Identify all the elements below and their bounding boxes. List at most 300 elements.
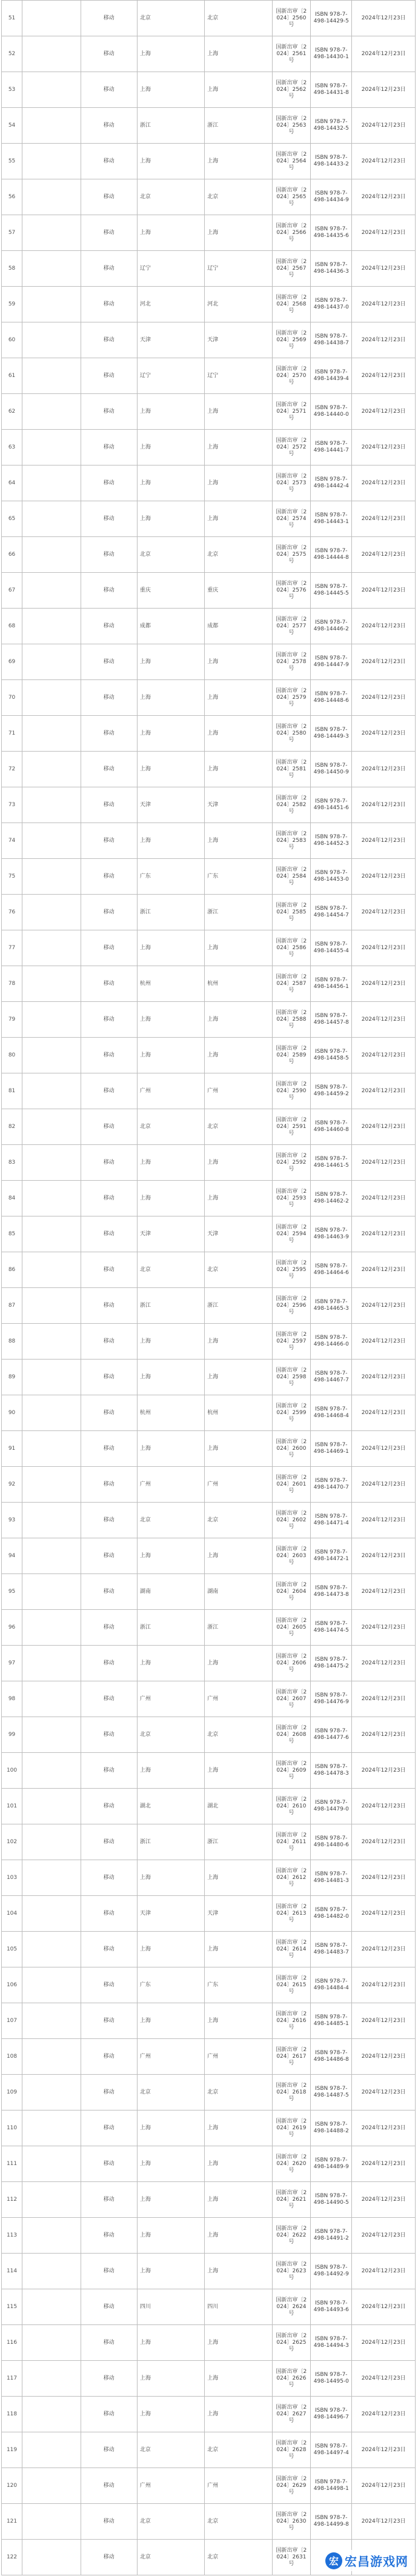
cell-approval-number: 国新出审〔2024〕2586号 bbox=[272, 930, 311, 966]
cell-game-type: 移动 bbox=[81, 2289, 137, 2325]
cell-approval-date: 2024年12月23日 bbox=[352, 1967, 416, 2003]
table-row bbox=[2, 1753, 416, 1789]
cell-isbn: ISBN 978-7-498-14473-8 bbox=[311, 1574, 352, 1610]
cell-game-name bbox=[22, 2325, 81, 2361]
cell-operator: 辽宁 bbox=[205, 358, 272, 394]
cell-game-type: 移动 bbox=[81, 72, 137, 108]
cell-operator: 重庆 bbox=[205, 573, 272, 609]
table-row bbox=[2, 2039, 416, 2075]
cell-row-number: 74 bbox=[2, 823, 22, 859]
cell-approval-date: 2024年12月23日 bbox=[352, 322, 416, 358]
cell-isbn: ISBN 978-7-498-14472-1 bbox=[311, 1538, 352, 1574]
cell-approval-number: 国新出审〔2024〕2601号 bbox=[272, 1467, 311, 1503]
cell-game-name bbox=[22, 2003, 81, 2039]
table-row bbox=[2, 501, 416, 537]
cell-approval-number: 国新出审〔2024〕2571号 bbox=[272, 394, 311, 430]
cell-game-name bbox=[22, 895, 81, 930]
cell-game-name bbox=[22, 1431, 81, 1467]
cell-approval-number: 国新出审〔2024〕2631号 bbox=[272, 2540, 311, 2575]
cell-operator: 辽宁 bbox=[205, 251, 272, 287]
cell-isbn: ISBN 978-7-498-14454-7 bbox=[311, 895, 352, 930]
cell-approval-number: 国新出审〔2024〕2597号 bbox=[272, 1324, 311, 1360]
cell-isbn: ISBN 978-7-498-14448-6 bbox=[311, 680, 352, 716]
cell-isbn: ISBN 978-7-498-14463-9 bbox=[311, 1216, 352, 1252]
cell-game-type: 移动 bbox=[81, 930, 137, 966]
cell-game-name bbox=[22, 787, 81, 823]
cell-game-type: 移动 bbox=[81, 2039, 137, 2075]
cell-game-type: 移动 bbox=[81, 823, 137, 859]
table-row bbox=[2, 1038, 416, 1073]
cell-isbn: ISBN 978-7-498-14478-3 bbox=[311, 1753, 352, 1789]
cell-operator: 成都 bbox=[205, 609, 272, 644]
table-row bbox=[2, 2325, 416, 2361]
cell-approval-date: 2024年12月23日 bbox=[352, 2039, 416, 2075]
cell-isbn: ISBN 978-7-498-14496-7 bbox=[311, 2397, 352, 2432]
cell-operator: 北京 bbox=[205, 1252, 272, 1288]
cell-operator: 北京 bbox=[205, 2540, 272, 2575]
cell-approval-date: 2024年12月23日 bbox=[352, 966, 416, 1002]
cell-publisher: 上海 bbox=[137, 823, 204, 859]
cell-operator: 上海 bbox=[205, 2218, 272, 2254]
table-row bbox=[2, 2146, 416, 2182]
table-row bbox=[2, 2182, 416, 2218]
cell-game-name bbox=[22, 1574, 81, 1610]
cell-game-name bbox=[22, 823, 81, 859]
cell-row-number: 103 bbox=[2, 1860, 22, 1896]
cell-game-type: 移动 bbox=[81, 1431, 137, 1467]
cell-game-type: 移动 bbox=[81, 1860, 137, 1896]
cell-row-number: 58 bbox=[2, 251, 22, 287]
cell-publisher: 上海 bbox=[137, 2218, 204, 2254]
cell-row-number: 56 bbox=[2, 179, 22, 215]
cell-game-name bbox=[22, 108, 81, 144]
cell-operator: 广州 bbox=[205, 2468, 272, 2504]
table-row bbox=[2, 322, 416, 358]
cell-approval-date: 2024年12月23日 bbox=[352, 36, 416, 72]
cell-approval-number: 国新出审〔2024〕2584号 bbox=[272, 859, 311, 895]
cell-approval-date: 2024年12月23日 bbox=[352, 1467, 416, 1503]
cell-game-type: 移动 bbox=[81, 644, 137, 680]
cell-approval-number: 国新出审〔2024〕2560号 bbox=[272, 1, 311, 36]
cell-row-number: 107 bbox=[2, 2003, 22, 2039]
cell-publisher: 上海 bbox=[137, 716, 204, 752]
cell-operator: 北京 bbox=[205, 179, 272, 215]
cell-game-type: 移动 bbox=[81, 2361, 137, 2397]
cell-game-type: 移动 bbox=[81, 1145, 137, 1181]
cell-game-type: 移动 bbox=[81, 2075, 137, 2111]
table-row bbox=[2, 930, 416, 966]
cell-game-name bbox=[22, 716, 81, 752]
table-row bbox=[2, 251, 416, 287]
cell-game-name bbox=[22, 2397, 81, 2432]
table-row bbox=[2, 1216, 416, 1252]
cell-row-number: 80 bbox=[2, 1038, 22, 1073]
cell-approval-number: 国新出审〔2024〕2599号 bbox=[272, 1395, 311, 1431]
cell-isbn: ISBN 978-7-498-14498-1 bbox=[311, 2468, 352, 2504]
cell-approval-date: 2024年12月23日 bbox=[352, 573, 416, 609]
cell-game-type: 移动 bbox=[81, 2146, 137, 2182]
cell-isbn: ISBN 978-7-498-14476-9 bbox=[311, 1681, 352, 1717]
cell-approval-date: 2024年12月23日 bbox=[352, 1, 416, 36]
cell-operator: 河北 bbox=[205, 287, 272, 322]
cell-game-name bbox=[22, 2504, 81, 2540]
cell-isbn: ISBN 978-7-498-14436-3 bbox=[311, 251, 352, 287]
cell-approval-date: 2024年12月23日 bbox=[352, 108, 416, 144]
cell-isbn: ISBN 978-7-498-14449-3 bbox=[311, 716, 352, 752]
cell-approval-date: 2024年12月23日 bbox=[352, 2289, 416, 2325]
cell-game-name bbox=[22, 1681, 81, 1717]
cell-approval-number: 国新出审〔2024〕2592号 bbox=[272, 1145, 311, 1181]
cell-isbn: ISBN 978-7-498-14458-5 bbox=[311, 1038, 352, 1073]
cell-approval-date: 2024年12月23日 bbox=[352, 1288, 416, 1324]
cell-game-name bbox=[22, 1967, 81, 2003]
cell-game-name bbox=[22, 680, 81, 716]
cell-operator: 上海 bbox=[205, 1181, 272, 1216]
table-row bbox=[2, 2504, 416, 2540]
cell-row-number: 97 bbox=[2, 1646, 22, 1681]
cell-row-number: 106 bbox=[2, 1967, 22, 2003]
cell-publisher: 湖南 bbox=[137, 1574, 204, 1610]
cell-game-type: 移动 bbox=[81, 1932, 137, 1967]
cell-approval-number: 国新出审〔2024〕2628号 bbox=[272, 2432, 311, 2468]
cell-isbn: ISBN 978-7-498-14432-5 bbox=[311, 108, 352, 144]
table-row bbox=[2, 1324, 416, 1360]
cell-approval-number: 国新出审〔2024〕2607号 bbox=[272, 1681, 311, 1717]
cell-approval-number: 国新出审〔2024〕2582号 bbox=[272, 787, 311, 823]
cell-publisher: 辽宁 bbox=[137, 358, 204, 394]
cell-row-number: 112 bbox=[2, 2182, 22, 2218]
table-row bbox=[2, 1860, 416, 1896]
table-row bbox=[2, 1824, 416, 1860]
cell-approval-number: 国新出审〔2024〕2561号 bbox=[272, 36, 311, 72]
cell-operator: 广州 bbox=[205, 2039, 272, 2075]
cell-approval-number: 国新出审〔2024〕2600号 bbox=[272, 1431, 311, 1467]
table-row bbox=[2, 1538, 416, 1574]
cell-row-number: 110 bbox=[2, 2111, 22, 2146]
table-row bbox=[2, 1789, 416, 1824]
cell-approval-number: 国新出审〔2024〕2591号 bbox=[272, 1109, 311, 1145]
cell-game-name bbox=[22, 1, 81, 36]
cell-row-number: 108 bbox=[2, 2039, 22, 2075]
cell-approval-date: 2024年12月23日 bbox=[352, 2361, 416, 2397]
cell-approval-date: 2024年12月23日 bbox=[352, 358, 416, 394]
cell-approval-number: 国新出审〔2024〕2629号 bbox=[272, 2468, 311, 2504]
table-row bbox=[2, 1681, 416, 1717]
cell-operator: 浙江 bbox=[205, 1824, 272, 1860]
cell-isbn: ISBN 978-7-498-14440-0 bbox=[311, 394, 352, 430]
cell-publisher: 浙江 bbox=[137, 895, 204, 930]
cell-approval-date: 2024年12月23日 bbox=[352, 2182, 416, 2218]
cell-approval-date: 2024年12月23日 bbox=[352, 2397, 416, 2432]
table-row bbox=[2, 823, 416, 859]
cell-game-name bbox=[22, 1538, 81, 1574]
cell-row-number: 91 bbox=[2, 1431, 22, 1467]
cell-approval-date: 2024年12月23日 bbox=[352, 787, 416, 823]
cell-operator: 上海 bbox=[205, 36, 272, 72]
cell-publisher: 北京 bbox=[137, 179, 204, 215]
cell-game-name bbox=[22, 287, 81, 322]
cell-game-name bbox=[22, 1932, 81, 1967]
table-row bbox=[2, 2361, 416, 2397]
cell-row-number: 96 bbox=[2, 1610, 22, 1646]
cell-isbn: ISBN 978-7-498-14447-9 bbox=[311, 644, 352, 680]
cell-game-type: 移动 bbox=[81, 1467, 137, 1503]
cell-publisher: 上海 bbox=[137, 2003, 204, 2039]
cell-approval-number: 国新出审〔2024〕2626号 bbox=[272, 2361, 311, 2397]
cell-publisher: 上海 bbox=[137, 2254, 204, 2289]
table-row bbox=[2, 72, 416, 108]
cell-publisher: 重庆 bbox=[137, 573, 204, 609]
cell-game-type: 移动 bbox=[81, 1824, 137, 1860]
cell-operator: 上海 bbox=[205, 716, 272, 752]
cell-game-name bbox=[22, 644, 81, 680]
cell-game-type: 移动 bbox=[81, 1181, 137, 1216]
cell-row-number: 104 bbox=[2, 1896, 22, 1932]
cell-game-name bbox=[22, 72, 81, 108]
cell-game-name bbox=[22, 1860, 81, 1896]
cell-isbn: ISBN 978-7-498-14477-6 bbox=[311, 1717, 352, 1753]
cell-publisher: 天津 bbox=[137, 1896, 204, 1932]
table-row bbox=[2, 2289, 416, 2325]
cell-operator: 上海 bbox=[205, 2325, 272, 2361]
cell-operator: 上海 bbox=[205, 752, 272, 787]
cell-approval-date: 2024年12月23日 bbox=[352, 2003, 416, 2039]
cell-publisher: 上海 bbox=[137, 1181, 204, 1216]
cell-game-name bbox=[22, 1252, 81, 1288]
cell-approval-number: 国新出审〔2024〕2604号 bbox=[272, 1574, 311, 1610]
cell-approval-date: 2024年12月23日 bbox=[352, 1360, 416, 1395]
cell-isbn: ISBN 978-7-498-14445-5 bbox=[311, 573, 352, 609]
cell-isbn: ISBN 978-7-498-14489-9 bbox=[311, 2146, 352, 2182]
cell-game-type: 移动 bbox=[81, 787, 137, 823]
cell-approval-date: 2024年12月23日 bbox=[352, 1145, 416, 1181]
cell-game-name bbox=[22, 1824, 81, 1860]
cell-isbn: ISBN 978-7-498-14461-5 bbox=[311, 1145, 352, 1181]
cell-publisher: 浙江 bbox=[137, 1288, 204, 1324]
cell-game-name bbox=[22, 1395, 81, 1431]
cell-approval-date: 2024年12月23日 bbox=[352, 2504, 416, 2540]
cell-isbn: ISBN 978-7-498-14493-6 bbox=[311, 2289, 352, 2325]
cell-row-number: 77 bbox=[2, 930, 22, 966]
cell-game-type: 移动 bbox=[81, 108, 137, 144]
cell-operator: 上海 bbox=[205, 394, 272, 430]
table-row bbox=[2, 1967, 416, 2003]
cell-approval-date: 2024年12月23日 bbox=[352, 537, 416, 573]
cell-isbn: ISBN 978-7-498-14494-3 bbox=[311, 2325, 352, 2361]
cell-publisher: 上海 bbox=[137, 2146, 204, 2182]
cell-operator: 上海 bbox=[205, 1324, 272, 1360]
cell-game-name bbox=[22, 1038, 81, 1073]
cell-approval-number: 国新出审〔2024〕2575号 bbox=[272, 537, 311, 573]
cell-operator: 上海 bbox=[205, 1002, 272, 1038]
cell-approval-number: 国新出审〔2024〕2564号 bbox=[272, 144, 311, 179]
cell-isbn: ISBN 978-7-498-14457-8 bbox=[311, 1002, 352, 1038]
cell-approval-date: 2024年12月23日 bbox=[352, 2468, 416, 2504]
cell-approval-number: 国新出审〔2024〕2605号 bbox=[272, 1610, 311, 1646]
cell-operator: 浙江 bbox=[205, 1288, 272, 1324]
cell-game-type: 移动 bbox=[81, 430, 137, 465]
cell-publisher: 上海 bbox=[137, 2325, 204, 2361]
cell-publisher: 上海 bbox=[137, 1324, 204, 1360]
cell-approval-date: 2024年12月23日 bbox=[352, 2325, 416, 2361]
cell-game-type: 移动 bbox=[81, 859, 137, 895]
table-row bbox=[2, 573, 416, 609]
cell-game-type: 移动 bbox=[81, 1109, 137, 1145]
cell-game-type: 移动 bbox=[81, 2540, 137, 2575]
cell-approval-date: 2024年12月23日 bbox=[352, 394, 416, 430]
cell-game-type: 移动 bbox=[81, 1681, 137, 1717]
cell-publisher: 广州 bbox=[137, 2468, 204, 2504]
cell-approval-number: 国新出审〔2024〕2588号 bbox=[272, 1002, 311, 1038]
cell-row-number: 90 bbox=[2, 1395, 22, 1431]
cell-publisher: 上海 bbox=[137, 144, 204, 179]
cell-operator: 上海 bbox=[205, 1360, 272, 1395]
table-row bbox=[2, 787, 416, 823]
cell-approval-date: 2024年12月23日 bbox=[352, 215, 416, 251]
table-row bbox=[2, 2397, 416, 2432]
cell-approval-number: 国新出审〔2024〕2611号 bbox=[272, 1824, 311, 1860]
table-row bbox=[2, 1646, 416, 1681]
cell-approval-date: 2024年12月23日 bbox=[352, 1610, 416, 1646]
cell-row-number: 93 bbox=[2, 1503, 22, 1538]
cell-game-name bbox=[22, 1467, 81, 1503]
cell-game-name bbox=[22, 1181, 81, 1216]
cell-isbn: ISBN 978-7-498-14490-5 bbox=[311, 2182, 352, 2218]
cell-operator: 天津 bbox=[205, 787, 272, 823]
cell-game-name bbox=[22, 573, 81, 609]
cell-approval-date: 2024年12月23日 bbox=[352, 1753, 416, 1789]
cell-isbn: ISBN 978-7-498-14464-6 bbox=[311, 1252, 352, 1288]
cell-row-number: 94 bbox=[2, 1538, 22, 1574]
cell-game-type: 移动 bbox=[81, 1896, 137, 1932]
cell-row-number: 85 bbox=[2, 1216, 22, 1252]
table-row bbox=[2, 1, 416, 36]
cell-row-number: 72 bbox=[2, 752, 22, 787]
cell-isbn: ISBN 978-7-498-14483-7 bbox=[311, 1932, 352, 1967]
cell-publisher: 上海 bbox=[137, 680, 204, 716]
table-row bbox=[2, 1574, 416, 1610]
cell-isbn: ISBN 978-7-498-14456-1 bbox=[311, 966, 352, 1002]
table-row bbox=[2, 465, 416, 501]
cell-operator: 上海 bbox=[205, 144, 272, 179]
cell-publisher: 广州 bbox=[137, 1681, 204, 1717]
cell-operator: 上海 bbox=[205, 465, 272, 501]
cell-game-type: 移动 bbox=[81, 1610, 137, 1646]
site-watermark bbox=[323, 2550, 413, 2571]
table-row bbox=[2, 1431, 416, 1467]
cell-game-name bbox=[22, 1717, 81, 1753]
table-row bbox=[2, 1288, 416, 1324]
cell-row-number: 82 bbox=[2, 1109, 22, 1145]
cell-publisher: 广州 bbox=[137, 2039, 204, 2075]
cell-isbn: ISBN 978-7-498-14444-8 bbox=[311, 537, 352, 573]
cell-game-type: 移动 bbox=[81, 1288, 137, 1324]
cell-operator: 天津 bbox=[205, 322, 272, 358]
cell-row-number: 60 bbox=[2, 322, 22, 358]
cell-publisher: 广东 bbox=[137, 1967, 204, 2003]
cell-publisher: 北京 bbox=[137, 1109, 204, 1145]
cell-approval-number: 国新出审〔2024〕2577号 bbox=[272, 609, 311, 644]
cell-row-number: 64 bbox=[2, 465, 22, 501]
cell-isbn: ISBN 978-7-498-14487-5 bbox=[311, 2075, 352, 2111]
cell-operator: 天津 bbox=[205, 1216, 272, 1252]
cell-operator: 北京 bbox=[205, 1109, 272, 1145]
cell-isbn: ISBN 978-7-498-14488-2 bbox=[311, 2111, 352, 2146]
cell-approval-date: 2024年12月23日 bbox=[352, 1181, 416, 1216]
cell-isbn: ISBN 978-7-498-14495-0 bbox=[311, 2361, 352, 2397]
cell-game-type: 移动 bbox=[81, 501, 137, 537]
cell-game-type: 移动 bbox=[81, 1967, 137, 2003]
table-row bbox=[2, 1395, 416, 1431]
table-row bbox=[2, 1073, 416, 1109]
cell-isbn: ISBN 978-7-498-14462-2 bbox=[311, 1181, 352, 1216]
cell-operator: 上海 bbox=[205, 2254, 272, 2289]
cell-isbn: ISBN 978-7-498-14441-7 bbox=[311, 430, 352, 465]
cell-row-number: 89 bbox=[2, 1360, 22, 1395]
cell-publisher: 浙江 bbox=[137, 1824, 204, 1860]
cell-approval-date: 2024年12月23日 bbox=[352, 644, 416, 680]
cell-approval-date: 2024年12月23日 bbox=[352, 2075, 416, 2111]
cell-game-type: 移动 bbox=[81, 1073, 137, 1109]
cell-isbn: ISBN 978-7-498-14482-0 bbox=[311, 1896, 352, 1932]
cell-row-number: 81 bbox=[2, 1073, 22, 1109]
cell-row-number: 61 bbox=[2, 358, 22, 394]
cell-publisher: 上海 bbox=[137, 1860, 204, 1896]
cell-game-name bbox=[22, 2289, 81, 2325]
cell-row-number: 113 bbox=[2, 2218, 22, 2254]
table-row bbox=[2, 1467, 416, 1503]
cell-approval-date: 2024年12月23日 bbox=[352, 1896, 416, 1932]
cell-publisher: 北京 bbox=[137, 2432, 204, 2468]
cell-game-name bbox=[22, 537, 81, 573]
cell-approval-date: 2024年12月23日 bbox=[352, 752, 416, 787]
cell-row-number: 59 bbox=[2, 287, 22, 322]
cell-row-number: 102 bbox=[2, 1824, 22, 1860]
cell-publisher: 广东 bbox=[137, 859, 204, 895]
cell-game-type: 移动 bbox=[81, 358, 137, 394]
cell-publisher: 杭州 bbox=[137, 966, 204, 1002]
cell-isbn: ISBN 978-7-498-14460-8 bbox=[311, 1109, 352, 1145]
table-row bbox=[2, 752, 416, 787]
cell-isbn: ISBN 978-7-498-14451-6 bbox=[311, 787, 352, 823]
cell-game-type: 移动 bbox=[81, 2218, 137, 2254]
cell-row-number: 114 bbox=[2, 2254, 22, 2289]
cell-row-number: 78 bbox=[2, 966, 22, 1002]
cell-row-number: 84 bbox=[2, 1181, 22, 1216]
table-row bbox=[2, 2218, 416, 2254]
cell-approval-date: 2024年12月23日 bbox=[352, 1395, 416, 1431]
cell-operator: 上海 bbox=[205, 644, 272, 680]
cell-game-name bbox=[22, 1646, 81, 1681]
cell-approval-number: 国新出审〔2024〕2562号 bbox=[272, 72, 311, 108]
cell-approval-date: 2024年12月23日 bbox=[352, 1109, 416, 1145]
cell-publisher: 上海 bbox=[137, 1538, 204, 1574]
cell-game-type: 移动 bbox=[81, 716, 137, 752]
approval-table-container bbox=[1, 0, 416, 2575]
cell-game-type: 移动 bbox=[81, 2468, 137, 2504]
cell-approval-date: 2024年12月23日 bbox=[352, 2146, 416, 2182]
cell-publisher: 北京 bbox=[137, 1252, 204, 1288]
cell-operator: 上海 bbox=[205, 1538, 272, 1574]
cell-operator: 浙江 bbox=[205, 895, 272, 930]
cell-isbn: ISBN 978-7-498-14439-4 bbox=[311, 358, 352, 394]
cell-approval-number: 国新出审〔2024〕2585号 bbox=[272, 895, 311, 930]
cell-approval-number: 国新出审〔2024〕2617号 bbox=[272, 2039, 311, 2075]
cell-operator: 上海 bbox=[205, 2111, 272, 2146]
cell-row-number: 75 bbox=[2, 859, 22, 895]
cell-row-number: 122 bbox=[2, 2540, 22, 2575]
table-row bbox=[2, 2254, 416, 2289]
